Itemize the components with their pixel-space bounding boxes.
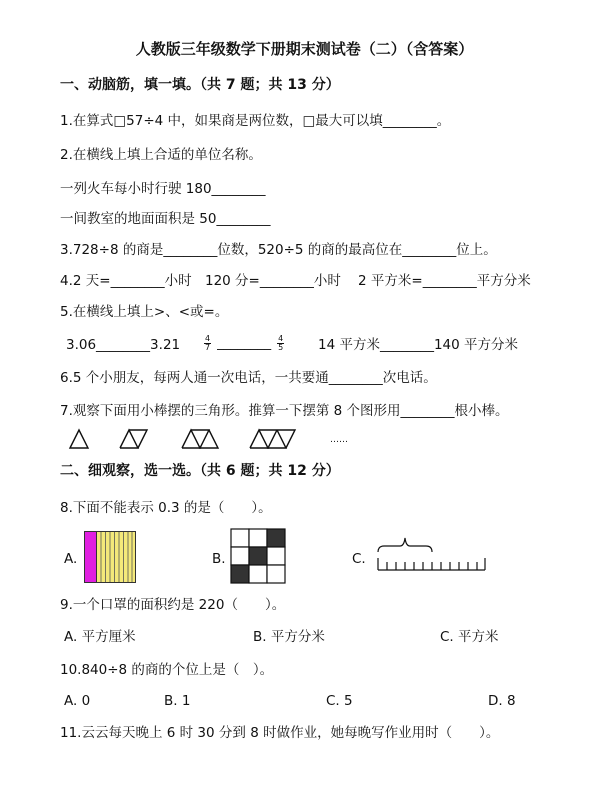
section-1-heading: 一、动脑筋，填一填。（共 7 题；共 13 分） — [60, 77, 340, 93]
q8-option-b-label: B. — [212, 551, 226, 567]
fraction-four-sevenths: $\frac{4}{7}$ — [205, 333, 211, 352]
q10-option-b: B. 1 — [164, 693, 191, 709]
q8-option-a-label: A. — [64, 551, 78, 567]
question-2b: 一间教室的地面面积是 50________ — [60, 211, 271, 227]
question-4b: 120 分=________小时 — [205, 273, 341, 289]
page-title: 人教版三年级数学下册期末测试卷（二）（含答案） — [135, 40, 474, 58]
question-3: 3.728÷8 的商是________位数，520÷5 的商的最高位在________位上。 — [60, 242, 497, 258]
q9-option-a: A. 平方厘米 — [64, 629, 136, 645]
question-11: 11.云云每天晚上 6 时 30 分到 8 时做作业，她每晚写作业用时（ ）。 — [60, 725, 500, 741]
triangle-stick-figures — [66, 426, 366, 450]
figure-3-triangles — [182, 430, 218, 448]
q10-option-a: A. 0 — [64, 693, 91, 709]
q8-option-a-strip-figure — [84, 531, 136, 583]
figure-4-triangles — [250, 430, 295, 448]
q10-option-d: D. 8 — [488, 693, 516, 709]
question-5c: 14 平方米________140 平方分米 — [318, 337, 519, 353]
question-1: 1.在算式□57÷4 中，如果商是两位数，□最大可以填________。 — [60, 113, 451, 129]
question-9: 9.一个口罩的面积约是 220（ ）。 — [60, 597, 286, 613]
fraction-four-fifths: $\frac{4}{5}$ — [278, 333, 284, 352]
q9-option-b: B. 平方分米 — [253, 629, 325, 645]
question-2: 2.在横线上填上合适的单位名称。 — [60, 147, 262, 163]
section-2-heading: 二、细观察，选一选。（共 6 题；共 12 分） — [60, 463, 340, 479]
question-4a: 4.2 天=________小时 — [60, 273, 192, 289]
question-5b: $\frac{4}{7}$ ________ $\frac{4}{5}$ — [205, 333, 284, 352]
question-7: 7.观察下面用小棒摆的三角形。推算一下摆第 8 个图形用________根小棒。 — [60, 403, 509, 419]
question-10: 10.840÷8 的商的个位上是（ ）。 — [60, 662, 274, 678]
figure-1-triangle — [70, 430, 88, 448]
question-6: 6.5 个小朋友，每两人通一次电话，一共要通________次电话。 — [60, 370, 437, 386]
q8-option-c-ruler-figure — [372, 534, 488, 574]
figure-2-triangles — [120, 430, 147, 448]
q10-option-c: C. 5 — [326, 693, 353, 709]
question-5: 5.在横线上填上>、<或=。 — [60, 304, 229, 320]
question-8: 8.下面不能表示 0.3 的是（ ）。 — [60, 500, 272, 516]
q8-option-c-label: C. — [352, 551, 366, 567]
question-5a: 3.06________3.21 — [66, 337, 181, 353]
question-2a: 一列火车每小时行驶 180________ — [60, 181, 266, 197]
q9-option-c: C. 平方米 — [440, 629, 499, 645]
ellipsis: …… — [330, 435, 348, 445]
q8-option-b-grid-figure — [230, 528, 287, 585]
question-4c: 2 平方米=________平方分米 — [358, 273, 531, 289]
